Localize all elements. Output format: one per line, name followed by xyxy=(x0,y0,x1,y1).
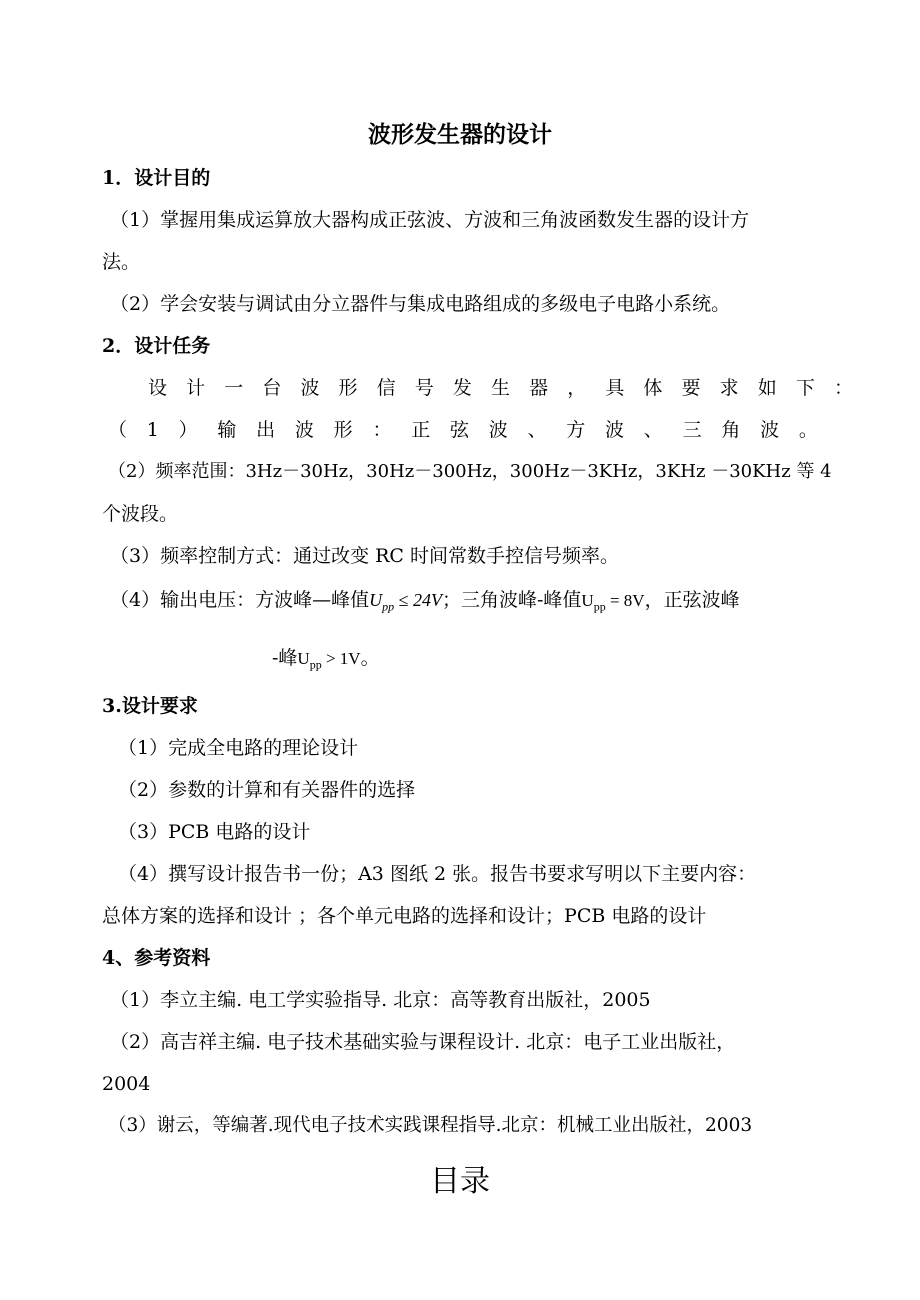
s3-item-3: （3）PCB 电路的设计 xyxy=(118,821,311,843)
s3-item-4-continuation: 总体方案的选择和设计 ；各个单元电路的选择和设计；PCB 电路的设计 xyxy=(102,905,707,927)
triangle-wave-vpp-formula xyxy=(581,591,645,614)
section-2-heading: 2．设计任务 xyxy=(102,335,211,357)
s2-item-3: （3）频率控制方式：通过改变 RC 时间常数手控信号频率。 xyxy=(110,545,620,567)
char: 、 xyxy=(643,419,663,441)
char: 波 xyxy=(605,419,625,441)
char: 波 xyxy=(488,419,508,441)
toc-heading: 目录 xyxy=(430,1164,490,1199)
pp-subscript: pp xyxy=(593,599,606,614)
square-wave-vpp-formula xyxy=(369,590,442,614)
document-title: 波形发生器的设计 xyxy=(368,122,552,148)
s1-item-1-line-2: 法。 xyxy=(102,251,141,273)
section-3-heading: 3.设计要求 xyxy=(102,695,198,717)
sine-vpp-value: > 1V xyxy=(321,649,361,668)
char: 要 xyxy=(681,377,701,399)
char: 器 xyxy=(529,377,549,399)
u-symbol: U xyxy=(581,591,594,610)
s2-item-4-line-2 xyxy=(272,646,380,676)
char: 计 xyxy=(186,377,206,399)
section-4-heading: 4、参考资料 xyxy=(102,947,211,969)
pp-subscript: pp xyxy=(382,599,395,614)
char: 波 xyxy=(760,419,780,441)
sine-wave-vpp-formula xyxy=(297,649,361,672)
char: 具 xyxy=(605,377,625,399)
char: 发 xyxy=(452,377,472,399)
section-1-heading: 1．设计目的 xyxy=(102,167,211,189)
s3-item-2: （2）参数的计算和有关器件的选择 xyxy=(118,779,416,801)
char: 输 xyxy=(217,419,237,441)
reference-3: （3）谢云，等编著.现代电子技术实践课程指导.北京：机械工业出版社，2003 xyxy=(108,1115,753,1136)
triangle-vpp-value: = 8V xyxy=(605,591,645,610)
char: 台 xyxy=(262,377,282,399)
s2-item-4-text-b: ；三角波峰-峰值 xyxy=(441,589,582,611)
reference-1: （1）李立主编. 电工学实验指导. 北京：高等教育出版社，2005 xyxy=(110,989,651,1011)
char: 波 xyxy=(300,377,320,399)
char: 设 xyxy=(148,377,168,399)
char: 1 xyxy=(146,419,159,441)
square-vpp-value: 24V xyxy=(412,590,442,610)
char: 形 xyxy=(338,377,358,399)
char: 号 xyxy=(414,377,434,399)
s2-item-4-text-a: （4）输出电压：方波峰—峰值 xyxy=(110,589,370,611)
char: ： xyxy=(372,419,392,441)
char: 。 xyxy=(798,419,818,441)
char: 方 xyxy=(566,419,586,441)
le-sign: ≤ xyxy=(394,590,413,610)
char: 三 xyxy=(682,419,702,441)
pp-subscript: pp xyxy=(309,657,322,672)
reference-2-line-2: 2004 xyxy=(102,1073,151,1095)
char: ） xyxy=(178,419,198,441)
char: 波 xyxy=(294,419,314,441)
s2-item-4-end: 。 xyxy=(360,647,380,669)
s2-intro xyxy=(148,376,853,400)
char: 弦 xyxy=(449,419,469,441)
char: 角 xyxy=(721,419,741,441)
s1-item-2: （2）学会安装与调试由分立器件与集成电路组成的多级电子电路小系统。 xyxy=(110,293,731,315)
u-symbol: U xyxy=(369,590,383,610)
s2-item-4-line-1 xyxy=(110,588,740,619)
s3-item-1: （1）完成全电路的理论设计 xyxy=(118,737,359,759)
char: ， xyxy=(567,377,587,399)
s2-item-2-line-2: 个波段。 xyxy=(102,503,179,525)
char: 下 xyxy=(795,377,815,399)
s2-item-2-line-1: （2）频率范围：3Hz－30Hz，30Hz－300Hz，300Hz－3KHz，3KHz －30KHz 等 4 xyxy=(108,461,832,482)
s2-item-4-text-c: ，正弦波峰 xyxy=(644,589,740,611)
char: 一 xyxy=(224,377,244,399)
char: 体 xyxy=(643,377,663,399)
char: 求 xyxy=(719,377,739,399)
char: 正 xyxy=(411,419,431,441)
u-symbol: U xyxy=(297,649,310,668)
char: （ xyxy=(108,419,128,441)
s1-item-1-line-1: （1）掌握用集成运算放大器构成正弦波、方波和三角波函数发生器的设计方 xyxy=(110,209,750,231)
s3-item-4: （4）撰写设计报告书一份；A3 图纸 2 张。报告书要求写明以下主要内容： xyxy=(118,863,757,885)
s2-item-4-text-d: -峰 xyxy=(272,647,298,669)
reference-2-line-1: （2）高吉祥主编. 电子技术基础实验与课程设计. 北京：电子工业出版社， xyxy=(110,1031,736,1053)
char: 形 xyxy=(333,419,353,441)
char: 、 xyxy=(527,419,547,441)
char: 出 xyxy=(256,419,276,441)
char: ： xyxy=(833,377,853,399)
char: 信 xyxy=(376,377,396,399)
char: 如 xyxy=(757,377,777,399)
char: 生 xyxy=(490,377,510,399)
s2-item-1 xyxy=(108,418,818,442)
